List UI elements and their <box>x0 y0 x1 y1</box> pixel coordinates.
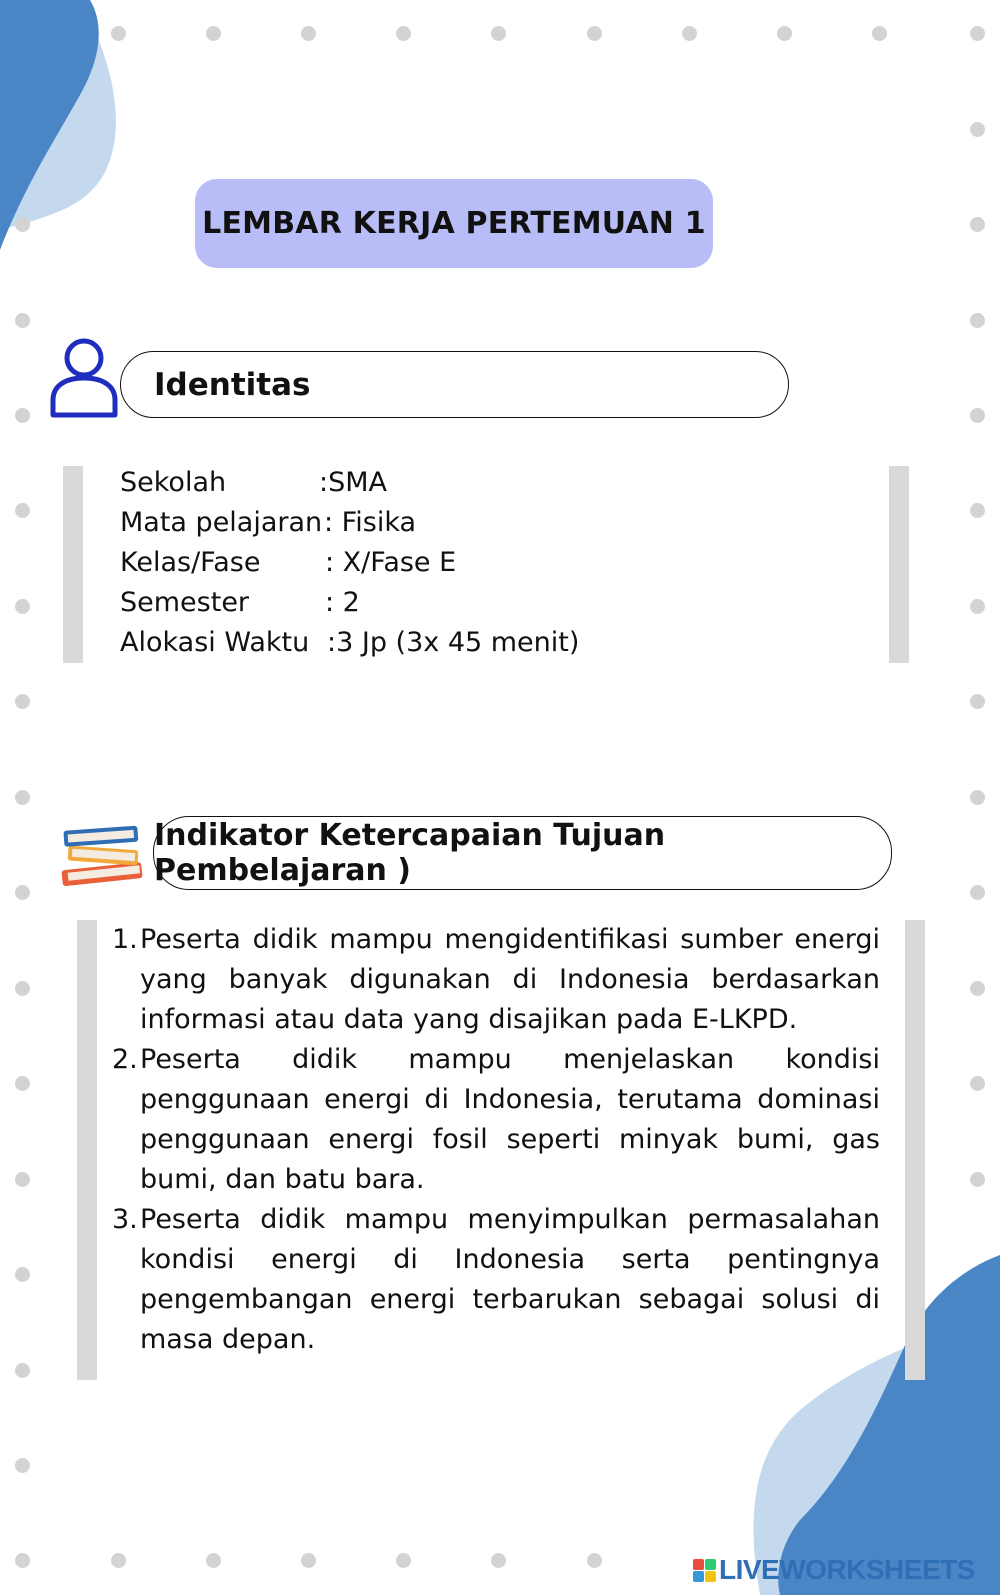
dot <box>15 694 30 709</box>
indikator-left-bar <box>77 920 97 1380</box>
page-title: LEMBAR KERJA PERTEMUAN 1 <box>195 179 713 268</box>
dot <box>15 790 30 805</box>
list-number: 1. <box>112 924 138 955</box>
list-item <box>112 1040 880 1200</box>
dot <box>301 1553 316 1568</box>
dot <box>970 694 985 709</box>
dot <box>970 313 985 328</box>
dot <box>15 408 30 423</box>
dot <box>970 122 985 137</box>
identitas-value: : Fisika <box>324 507 417 538</box>
identitas-label: Mata pelajaran <box>120 507 323 538</box>
dot <box>15 1553 30 1568</box>
list-number: 3. <box>112 1204 138 1235</box>
dot <box>15 503 30 518</box>
identitas-value: : X/Fase E <box>325 547 457 578</box>
dot <box>970 408 985 423</box>
dot <box>15 217 30 232</box>
indikator-heading-label: Indikator Ketercapaian Tujuan Pembelajaran ) <box>154 818 666 888</box>
indikator-list <box>112 920 880 1360</box>
dot <box>15 885 30 900</box>
identitas-label: Kelas/Fase <box>120 547 261 578</box>
identitas-label: Sekolah <box>120 467 227 498</box>
dot <box>396 1553 411 1568</box>
dot <box>777 26 792 41</box>
dot <box>15 1076 30 1091</box>
books-icon <box>58 818 150 892</box>
identitas-label: Semester <box>120 587 250 618</box>
dot <box>15 1363 30 1378</box>
dot <box>970 885 985 900</box>
dot <box>970 1076 985 1091</box>
list-text: Peserta didik mampu menjelaskan kondisi penggunaan energi di Indonesia, terutama dominasi penggunaan energi fosil seperti minyak bumi, gas bumi, dan batu bara. <box>140 1044 880 1195</box>
dot <box>111 1553 126 1568</box>
dot <box>970 26 985 41</box>
identitas-right-bar <box>889 466 909 663</box>
dot <box>970 981 985 996</box>
list-item <box>112 1200 880 1360</box>
identitas-value: :3 Jp (3x 45 menit) <box>327 627 580 658</box>
list-item <box>112 920 880 1040</box>
list-text: Peserta didik mampu mengidentifikasi sumber energi yang banyak digunakan di Indonesia berdasarkan informasi atau data yang disajikan pada E-LKPD. <box>140 924 880 1035</box>
dot <box>491 1553 506 1568</box>
logo-grid-icon <box>693 1559 716 1582</box>
dot <box>587 1553 602 1568</box>
dot <box>301 26 316 41</box>
dot <box>970 217 985 232</box>
dot <box>15 981 30 996</box>
dot <box>970 790 985 805</box>
identitas-heading-label: Identitas <box>154 366 311 403</box>
logo-text: LIVEWORKSHEETS <box>719 1554 975 1585</box>
dot <box>15 599 30 614</box>
dot <box>15 1458 30 1473</box>
dot <box>491 26 506 41</box>
dot <box>206 26 221 41</box>
dot <box>111 26 126 41</box>
dot <box>970 1172 985 1187</box>
dot <box>970 503 985 518</box>
identitas-label: Alokasi Waktu <box>120 627 310 658</box>
identitas-heading <box>120 351 789 418</box>
dot <box>15 1267 30 1282</box>
indikator-heading <box>153 816 892 890</box>
identitas-left-bar <box>63 466 83 663</box>
identitas-value: : 2 <box>325 587 360 618</box>
dot <box>872 26 887 41</box>
dot <box>15 313 30 328</box>
list-text: Peserta didik mampu menyimpulkan permasalahan kondisi energi di Indonesia serta pentingnya pengembangan energi terbarukan sebagai solusi di masa depan. <box>140 1204 880 1355</box>
indikator-right-bar <box>905 920 925 1380</box>
dot <box>206 1553 221 1568</box>
dot <box>970 599 985 614</box>
dot <box>587 26 602 41</box>
person-icon <box>48 336 120 420</box>
dot <box>396 26 411 41</box>
liveworksheets-logo <box>693 1552 975 1588</box>
identitas-value: :SMA <box>319 467 388 498</box>
list-number: 2. <box>112 1044 138 1075</box>
dot <box>15 1172 30 1187</box>
dot <box>682 26 697 41</box>
